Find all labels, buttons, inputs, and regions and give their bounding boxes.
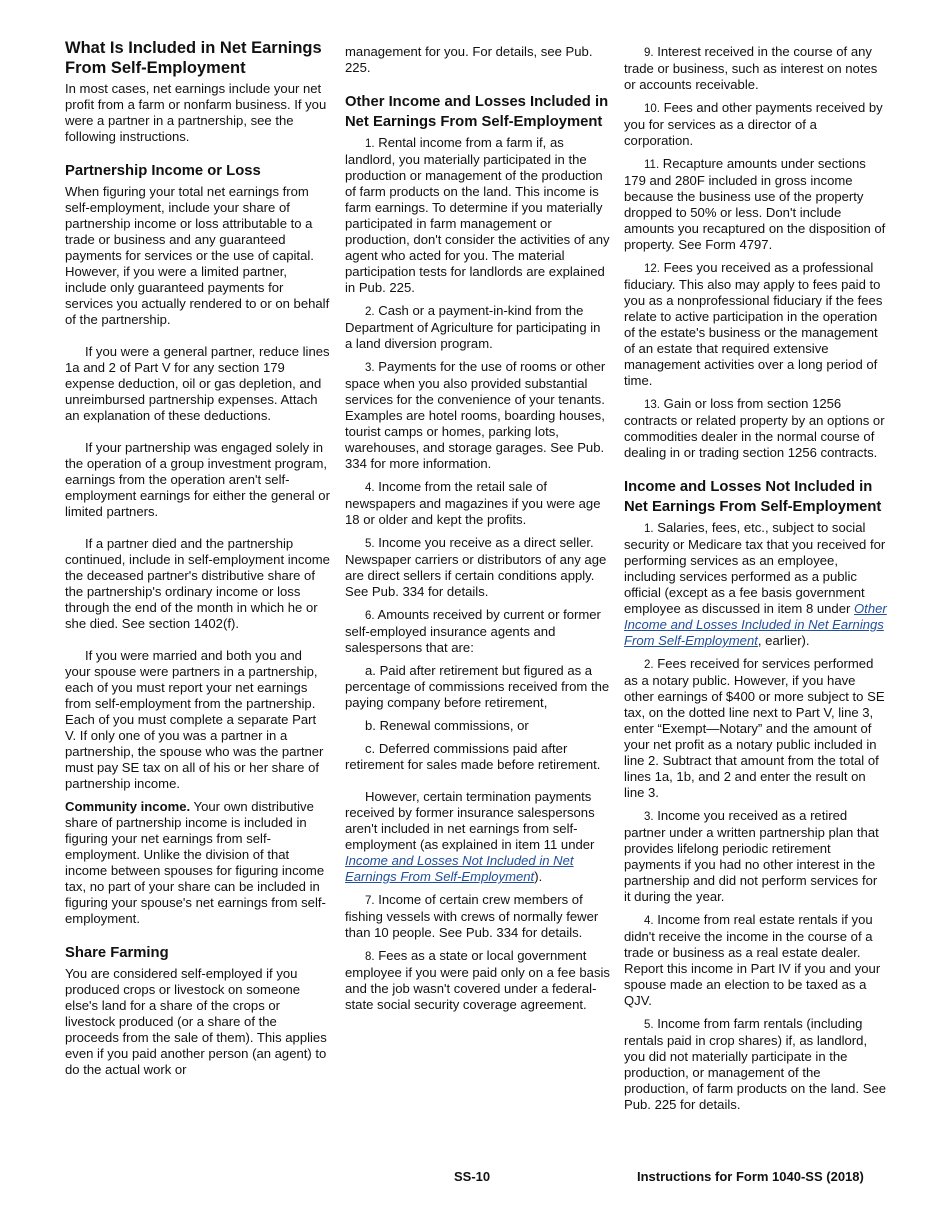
list-item: 5. Income you receive as a direct seller. Newspaper carriers or distributors of any age are direct sellers if certain conditions apply. See Pub. 334 for details. [345, 535, 607, 599]
list-item: 4. Income from real estate rentals if you didn't receive the income in the course of a trade or business as a real estate dealer. Report this income in Part IV if you and your spouse made an election to be taxed as a QJV. [624, 912, 881, 1008]
share-farming-paragraph: You are considered self-employed if you produced crops or livestock on someone else's land for a share of the crops or livestock produced (or a share of the proceeds from the sale of them). This applies even if you paid another person (an agent) to do the actual work or [65, 966, 327, 1077]
section-heading-share-farming: Share Farming [65, 945, 169, 961]
community-income-text: Your own distributive share of partnership income is included in figuring your net earnings from self-employment. Unlike the division of that income between spouses for figuring income tax, no part of your share can be included in figuring your spouse's net earnings from self-employment. [65, 799, 326, 926]
section-heading-included: What Is Included in Net Earnings From Self-Employment [65, 39, 322, 77]
list-item: 3. Payments for the use of rooms or other space when you also provided substantial services for the convenience of your tenants. Examples are hotel rooms, boarding houses, tourist camps or homes, parking lots, warehouses, and storage garages. See Pub. 334 for more information. [345, 359, 606, 471]
list-item: 7. Income of certain crew members of fishing vessels with crews of normally fewer than 10 people. See Pub. 334 for details. [345, 892, 599, 940]
list-item: 2. Fees received for services performed as a notary public. However, if you have other earnings of $400 or more subject to SE tax, on the dotted line next to Part V, line 3, enter “Exempt—Notary” and the amount of your net profit as a notary public included in line 2. Subtract that amount from the total of lines 1a, 1b, and 2 and enter the result on line 3. [624, 656, 885, 800]
list-item: 1. Salaries, fees, etc., subject to social security or Medicare tax that you received for performing services as an employee, including services performed as a public official (except as a fee basis government employee as discussed in item 8 under Other Income and Losses Included in Net Earnings From Self-Employment, earlier). [624, 520, 887, 648]
intro-paragraph: In most cases, net earnings include your net profit from a farm or nonfarm business. If you were a partner in a partnership, see the following instructions. [65, 81, 327, 144]
link-income-not-included[interactable]: Income and Losses Not Included in Net Earnings From Self-Employment [345, 853, 574, 884]
community-income-label: Community income. [65, 799, 191, 814]
list-item: 5. Income from farm rentals (including rentals paid in crop shares) if, as landlord, you did not materially participate in the production, or management of the production, of farm products on the land. See Pub. 225 for details. [624, 1016, 887, 1112]
sub-list-item: b. Renewal commissions, or [365, 718, 529, 733]
column-1 [65, 38, 330, 1085]
list-item: 8. Fees as a state or local government employee if you were paid only on a fee basis and the job wasn't covered under a federal-state social security coverage agreement. [345, 948, 610, 1012]
column-3 [624, 44, 887, 1120]
list-item: 2. Cash or a payment-in-kind from the Department of Agriculture for participating in a land diversion program. [345, 303, 601, 351]
section-heading-other-income: Other Income and Losses Included in Net Earnings From Self-Employment [345, 94, 609, 130]
however-paragraph: However, certain termination payments received by former insurance salespersons aren't included in net earnings from self-employment (as explained in item 11 under Income and Losses Not Included in Net Earnings From Self-Employment). [345, 789, 595, 884]
partnership-paragraph-2: If you were a general partner, reduce lines 1a and 2 of Part V for any section 179 expense deduction, oil or gas depletion, and unreimbursed partnership expenses. Attach an explanation of these deductions. [65, 344, 330, 423]
list-item: 9. Interest received in the course of any trade or business, such as interest on notes or accounts receivable. [624, 44, 878, 92]
partnership-paragraph-3: If your partnership was engaged solely in the operation of a group investment program, earnings from the operation aren't self-employment earnings for either the general or limited partners. [65, 440, 330, 519]
section-heading-not-included: Income and Losses Not Included in Net Earnings From Self-Employment [624, 479, 882, 515]
column-2 [345, 44, 610, 1020]
list-item: 4. Income from the retail sale of newspapers and magazines if you were age 18 or older and kept the profits. [345, 479, 601, 527]
list-item: 10. Fees and other payments received by you for services as a director of a corporation. [624, 100, 883, 148]
list-item: 13. Gain or loss from section 1256 contracts or related property by an options or commodities dealer in the normal course of dealing in or trading section 1256 contracts. [624, 396, 885, 460]
sub-list-item: c. Deferred commissions paid after retirement for sales made before retirement. [345, 741, 601, 772]
link-other-income-included[interactable]: Other Income and Losses Included in Net Earnings From Self-Employment [624, 601, 887, 648]
partnership-paragraph-1: When figuring your total net earnings from self-employment, include your share of partnership income or loss attributable to a trade or business and any guaranteed payments for services or the use of capital. However, if you were a limited partner, include only guaranteed payments for services you actually rendered to or on behalf of the partnership. [65, 184, 330, 327]
community-income-paragraph [65, 799, 330, 927]
document-title: Instructions for Form 1040-SS (2018) [637, 1169, 864, 1184]
partnership-paragraph-4: If a partner died and the partnership continued, include in self-employment income the deceased partner's distributive share of the partnership's ordinary income or loss through the end of the month in which he or she died. See section 1402(f). [65, 536, 330, 631]
continued-paragraph: management for you. For details, see Pub. 225. [345, 44, 593, 75]
partnership-paragraph-5: If you were married and both you and your spouse were partners in a partnership, each of you must report your net earnings from self-employment from the partnership. Each of you must complete a separate Part V. If only one of you was a partner in a partnership, the spouse who was the partner must pay SE tax on all of his or her share of partnership income. [65, 648, 324, 791]
list-item: 1. Rental income from a farm if, as landlord, you materially participated in the production or management of the production of farm products on the land. This income is farm earnings. To determine if you materially participated in farm management or production, don't consider the activities of any agent who acted for you. The material participation tests for landlords are explained in Pub. 225. [345, 135, 610, 295]
sub-list-item: a. Paid after retirement but figured as a percentage of commissions received from the paying company before retirement, [345, 663, 610, 710]
section-heading-partnership: Partnership Income or Loss [65, 163, 261, 179]
list-item: 12. Fees you received as a professional fiduciary. This also may apply to fees paid to you as a nonprofessional fiduciary if the fees relate to active participation in the operation of the estate's business or the management of an estate that required extensive management activities over a long period of time. [624, 260, 883, 388]
list-item: 3. Income you received as a retired partner under a written partnership plan that provides lifelong periodic retirement payments if you had no other interest in the partnership and did not perform services for it during the year. [624, 808, 879, 904]
list-item: 11. Recapture amounts under sections 179 and 280F included in gross income because the business use of the property dropped to 50% or less. Don't include amounts you recaptured on the disposition of property. See Form 4797. [624, 156, 886, 252]
page-number: SS-10 [454, 1169, 491, 1184]
list-item: 6. Amounts received by current or former self-employed insurance agents and salespersons that are: [345, 607, 601, 655]
